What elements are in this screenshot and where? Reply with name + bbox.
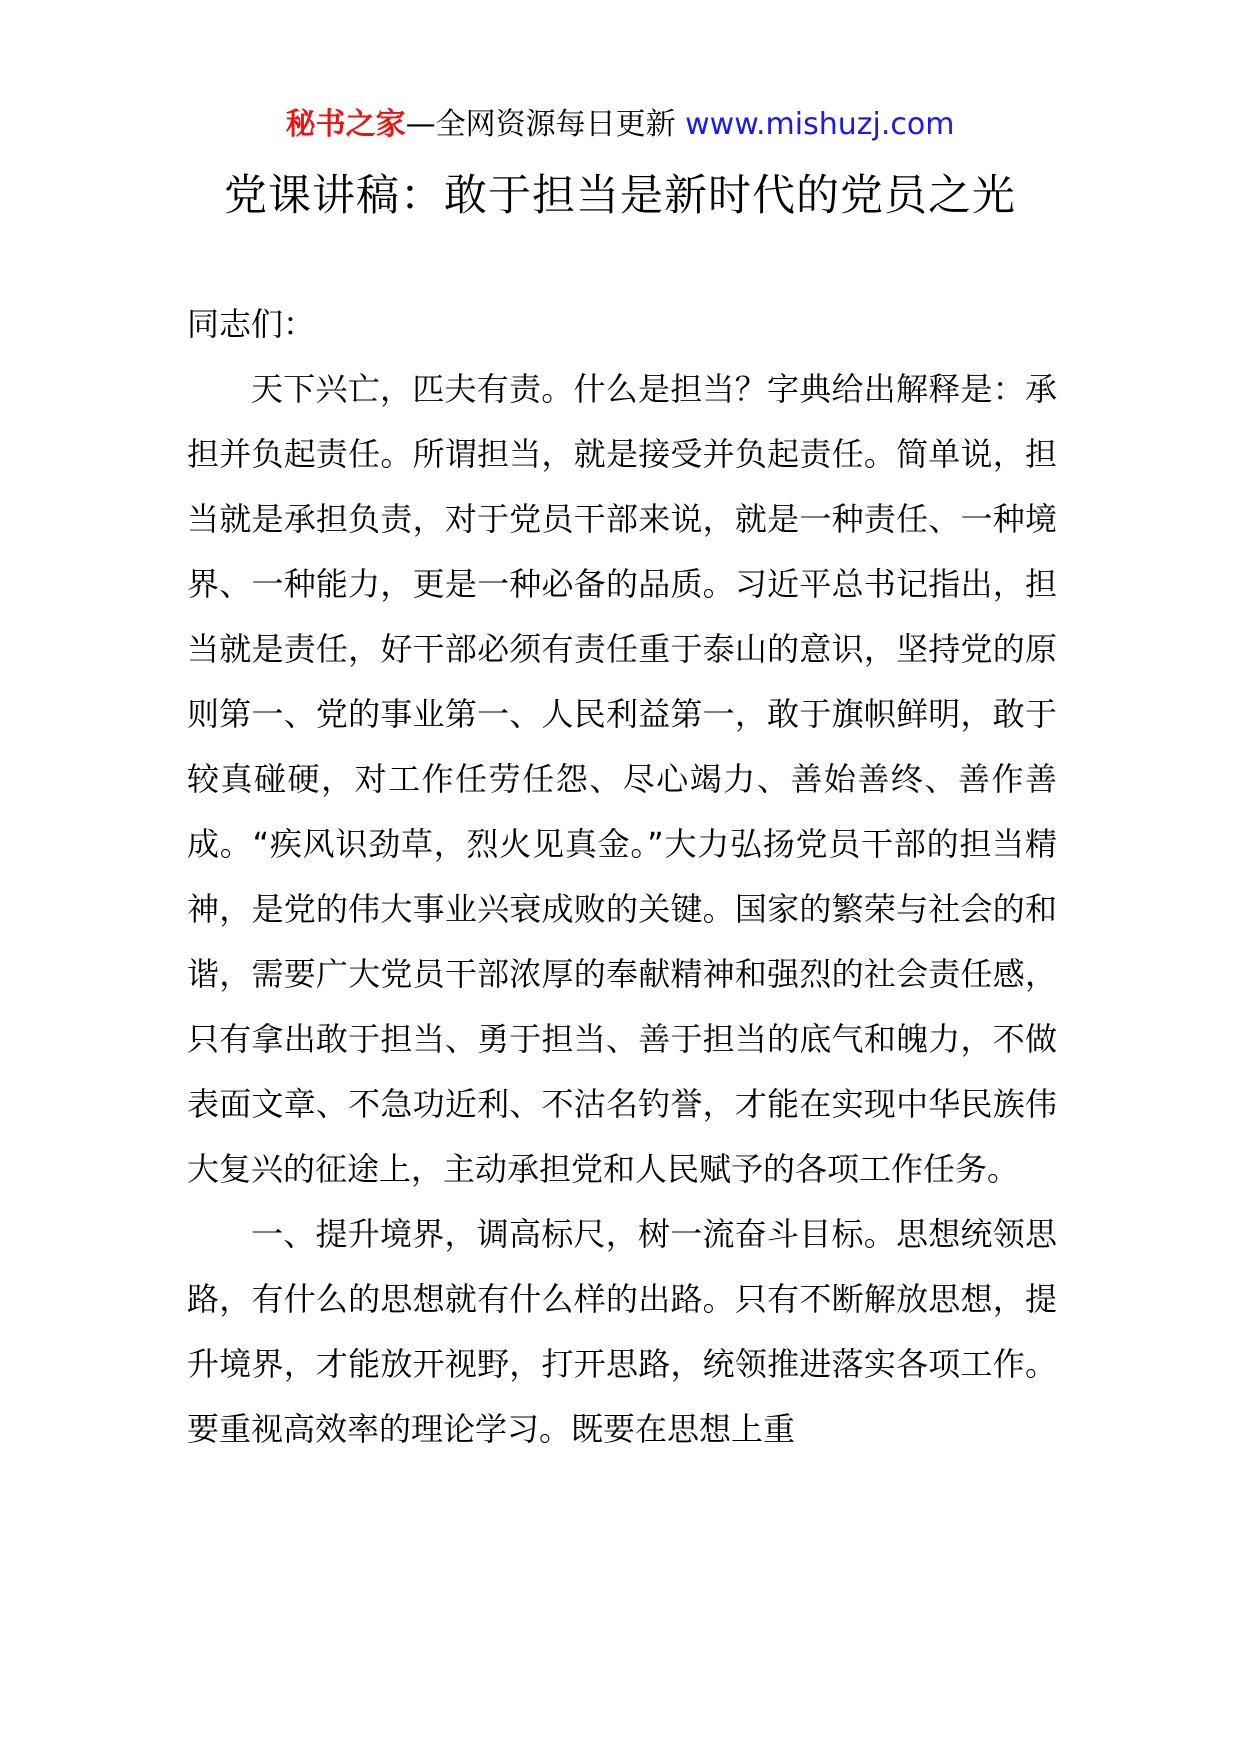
site-url-link[interactable]: www.mishuzj.com bbox=[685, 107, 955, 142]
site-slogan: —全网资源每日更新 bbox=[405, 107, 676, 142]
paragraph-intro: 天下兴亡，匹夫有责。什么是担当？字典给出解释是：承担并负起责任。所谓担当，就是接受并负起责任。简单说，担当就是承担负责，对于党员干部来说，就是一种责任、一种境界、一种能力，更是一种必备的品质。习近平总书记指出，担当就是责任，好干部必须有责任重于泰山的意识，坚持党的原则第一、党的事业第一、人民利益第一，敢于旗帜鲜明，敢于较真碰硬，对工作任劳任怨、尽心竭力、善始善终、善作善成。“疾风识劲草，烈火见真金。”大力弘扬党员干部的担当精神，是党的伟大事业兴衰成败的关键。国家的繁荣与社会的和谐，需要广大党员干部浓厚的奉献精神和强烈的社会责任感，只有拿出敢于担当、勇于担当、善于担当的底气和魄力，不做表面文章、不急功近利、不沽名钓誉，才能在实现中华民族伟大复兴的征途上，主动承担党和人民赋予的各项工作任务。 bbox=[187, 370, 1057, 1188]
greeting: 同志们： bbox=[187, 305, 316, 343]
paragraph-section-one: 一、提升境界，调高标尺，树一流奋斗目标。思想统领思路，有什么的思想就有什么样的出路。只有不断解放思想，提升境界，才能放开视野，打开思路，统领推进落实各项工作。要重视高效率的理论学习。既要在思想上重 bbox=[187, 1215, 1057, 1448]
site-brand: 秘书之家 bbox=[285, 107, 406, 142]
document-title: 党课讲稿：敢于担当是新时代的党员之光 bbox=[224, 171, 1016, 221]
document-body bbox=[187, 292, 1057, 1462]
site-header bbox=[0, 103, 1240, 147]
